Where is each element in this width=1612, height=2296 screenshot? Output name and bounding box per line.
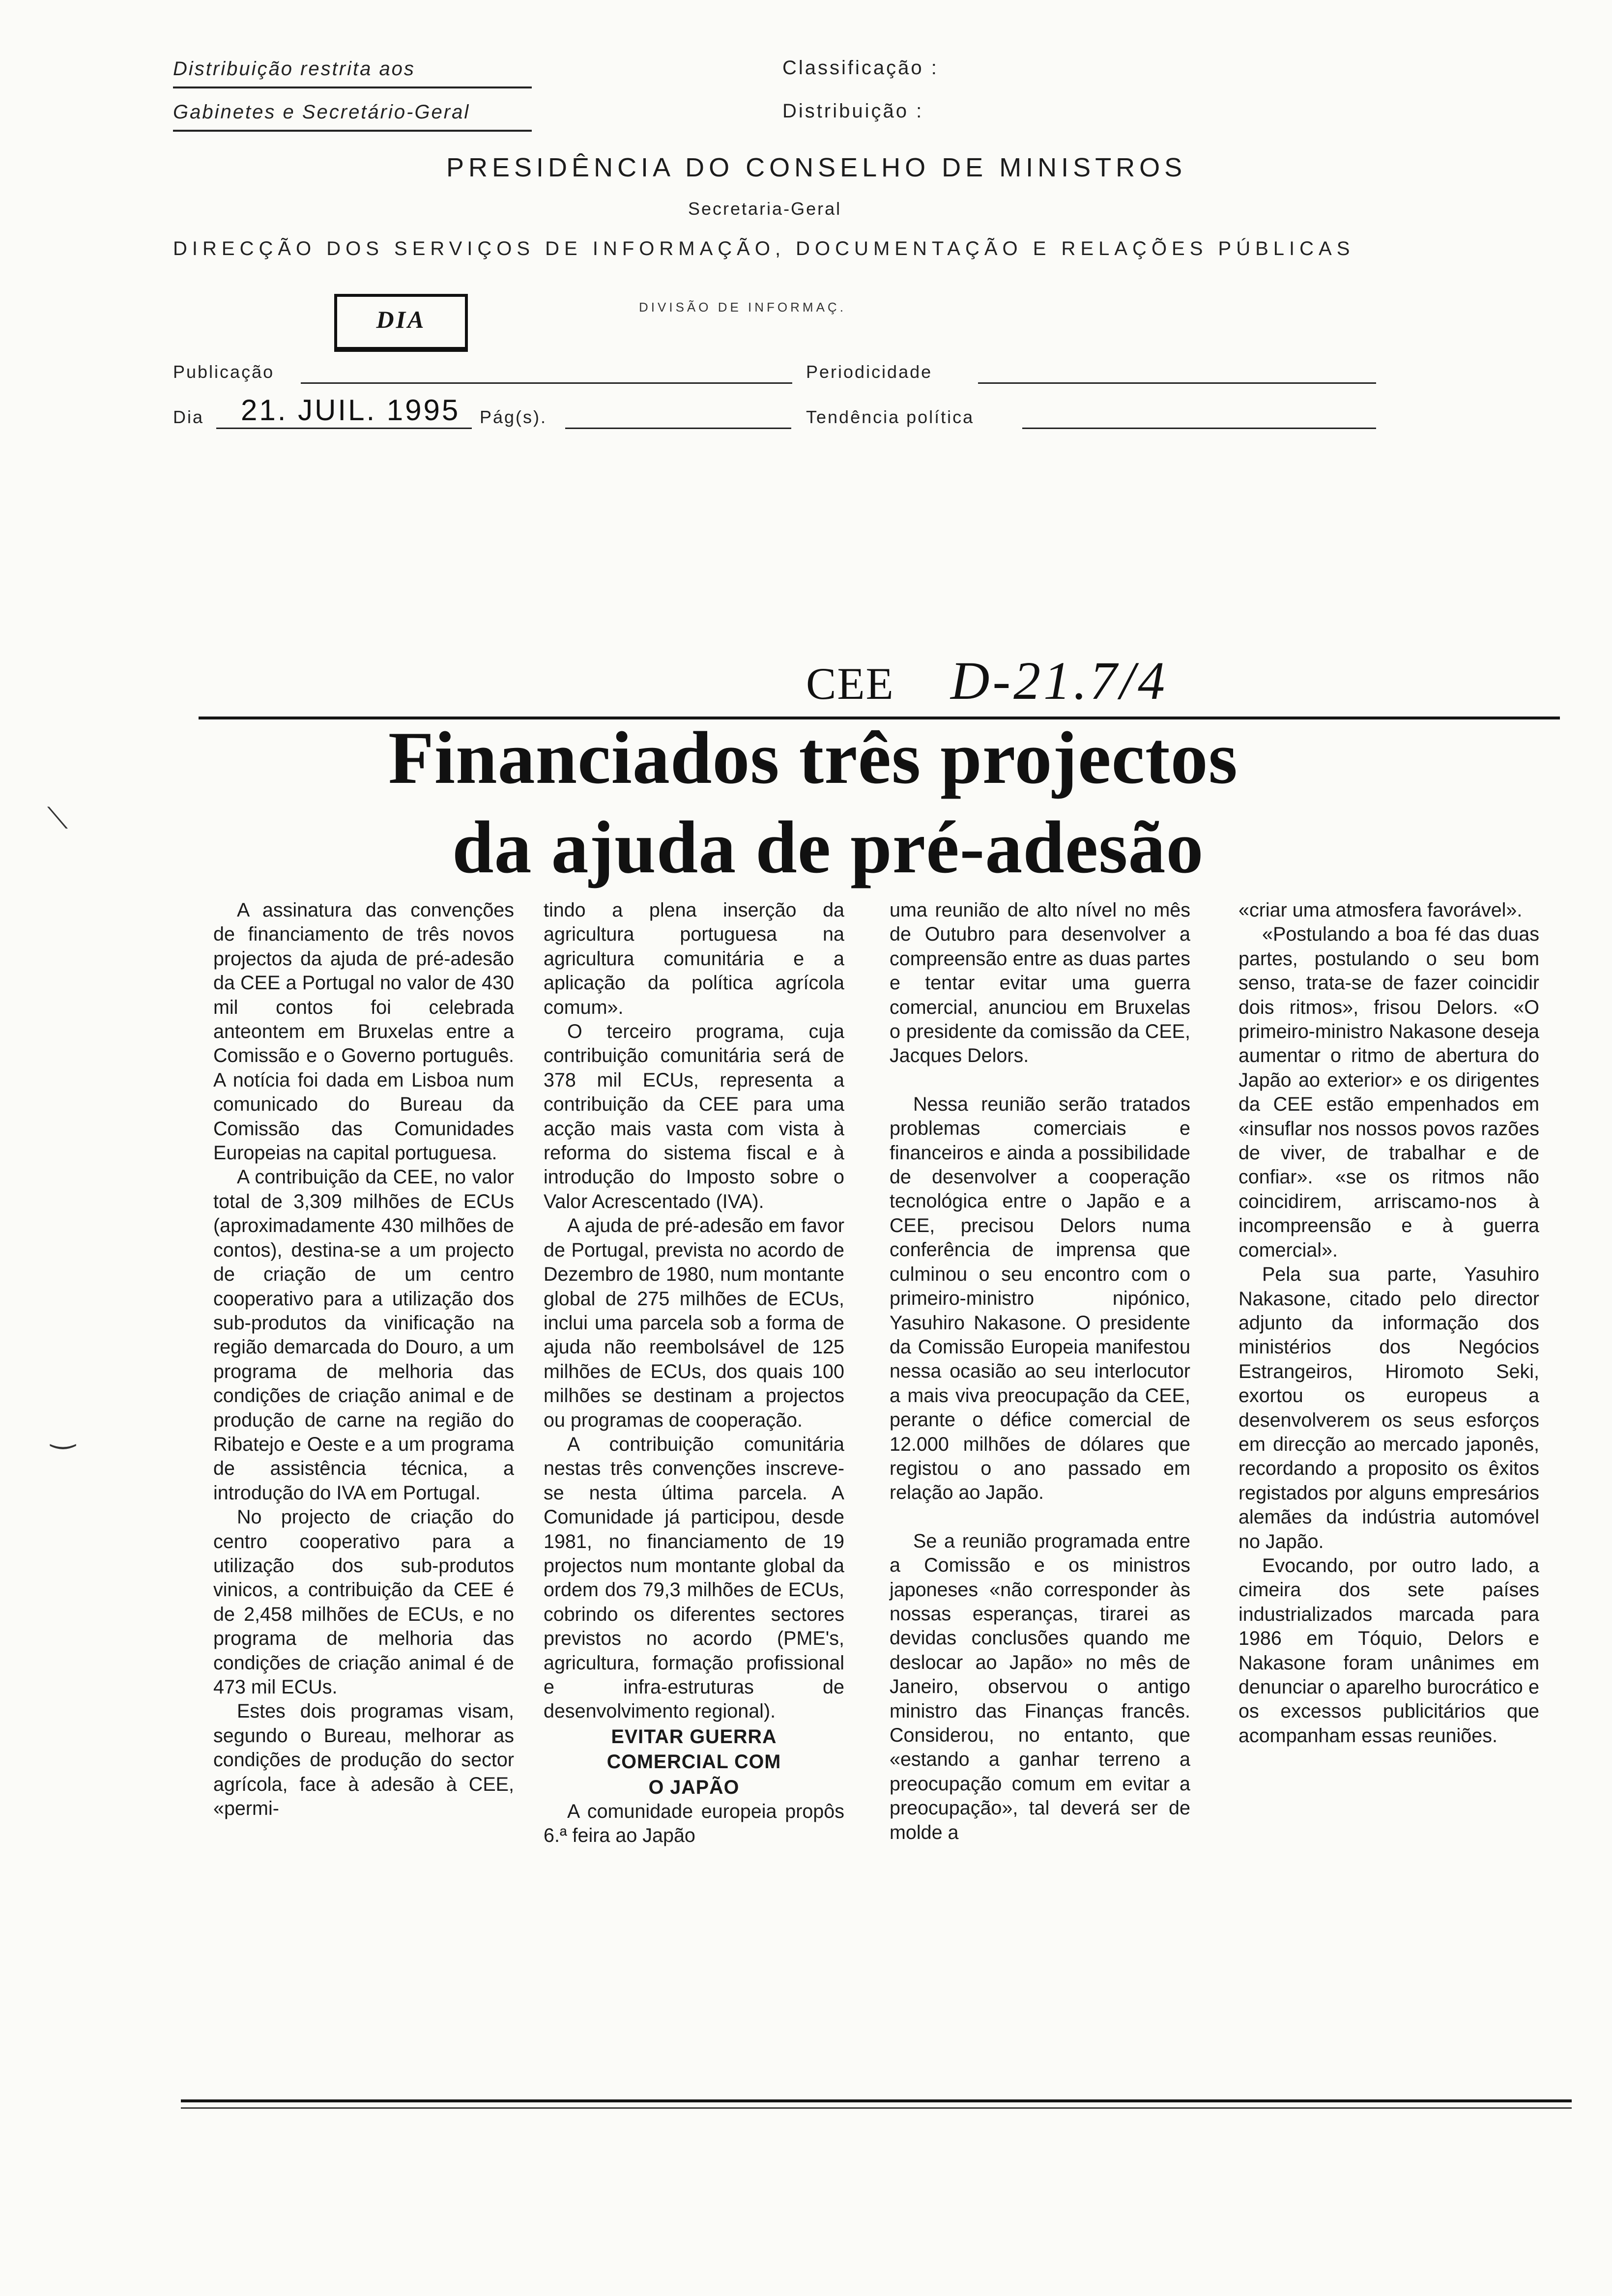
margin-mark-icon: ⟍ [47, 801, 68, 835]
headline-line2: da ajuda de pré-adesão [452, 806, 1204, 889]
article-column-4 [1238, 898, 1539, 1748]
section-label: CEE [806, 659, 894, 709]
article-bottom-rule-2 [181, 2107, 1572, 2109]
article-bottom-rule [181, 2099, 1572, 2102]
distribution-note-underline-2 [173, 130, 532, 132]
day-field-line [216, 428, 472, 429]
distribution-note-line2: Gabinetes e Secretário-Geral [173, 101, 470, 123]
article-column-2 [544, 898, 844, 1848]
pages-field-line [565, 428, 791, 429]
margin-mark-icon: ‿ [51, 1415, 75, 1450]
pages-label: Pág(s). [480, 407, 547, 427]
distribution-label: Distribuição : [782, 100, 924, 122]
paragraph: Nessa reunião serão tratados problemas comerciais e financeiros e ainda a possibilidade de desenvolver a cooperação tecnológica entre o Japão e a CEE, precisou Delors numa conferência de imprensa que culminou o seu encontro com o primeiro-ministro nipónico, Yasuhiro Nakasone. O presidente da Comissão Europeia manifestou nessa ocasião ao seu interlocutor a mais viva preocupação da CEE, perante o défice comercial de 12.000 milhões de dólares que registou o ano passado em relação ao Japão. [890, 1093, 1190, 1504]
classification-label: Classificação : [782, 57, 939, 79]
headline-line1: Financiados três projectos [388, 717, 1238, 799]
paragraph: A contribuição comunitária nestas três convenções inscreve-se nesta última parcela. A Comunidade já participou, desde 1981, no financiamento de 19 projectos num montante global da ordem dos 79,3 milhões de ECUs, cobrindo os diferentes sectores previstos no acordo (PME's, agricultura, formação profissional e infra-estruturas de desenvolvimento regional). [544, 1433, 844, 1722]
distribution-note-line1: Distribuição restrita aos [173, 58, 415, 80]
paragraph: Pela sua parte, Yasuhiro Nakasone, citado pelo director adjunto da informação dos ministérios dos Negócios Estrangeiros, Hiromoto Seki, exortou os europeus a desenvolverem os seus esforços em direcção ao mercado japonês, recordando a proposito os êxitos registados por alguns empresários alemães da indústria automóvel no Japão. [1238, 1263, 1539, 1552]
day-label: Dia [173, 407, 204, 427]
dia-stamp: DIA [334, 294, 468, 352]
publication-field-line [301, 382, 792, 384]
article-column-3 [890, 898, 1190, 1845]
subheading-line: EVITAR GUERRA [611, 1725, 777, 1748]
paragraph: uma reunião de alto nível no mês de Outubro para desenvolver a compreensão entre as duas partes e tentar evitar uma guerra comercial, anunciou em Bruxelas o presidente da comissão da CEE, Jacques Delors. [890, 899, 1190, 1067]
article-column-1 [213, 898, 514, 1821]
secretariat-label: Secretaria-Geral [688, 199, 842, 219]
tendency-field-line [1022, 428, 1376, 429]
paragraph: A comunidade europeia propôs 6.ª feira ao Japão [544, 1801, 844, 1847]
paragraph: A assinatura das convenções de financiamento de três novos projectos da ajuda de pré-adesão da CEE a Portugal no valor de 430 mil contos foi celebrada anteontem em Bruxelas entre a Comissão e o Governo português. A notícia foi dada em Lisboa num comunicado do Bureau da Comissão das Comunidades Europeias na capital portuguesa. [213, 899, 514, 1164]
subheading-line: O JAPÃO [648, 1776, 740, 1798]
institution-title: PRESIDÊNCIA DO CONSELHO DE MINISTROS [446, 153, 1187, 182]
paragraph: O terceiro programa, cuja contribuição comunitária será de 378 mil ECUs, representa a contribuição da CEE para uma acção mais vasta com vista à reforma do sistema fiscal e à introdução do Imposto sobre o Valor Acrescentado (IVA). [544, 1021, 844, 1212]
periodicity-field-line [978, 382, 1376, 384]
publication-label: Publicação [173, 362, 275, 382]
periodicity-label: Periodicidade [806, 362, 933, 382]
directorate-label: DIRECÇÃO DOS SERVIÇOS DE INFORMAÇÃO, DOCUMENTAÇÃO E RELAÇÕES PÚBLICAS [173, 238, 1355, 259]
paragraph: tindo a plena inserção da agricultura portuguesa na agricultura comunitária e a aplicação da política agrícola comum». [544, 899, 844, 1018]
paragraph: «Postulando a boa fé das duas partes, postulando o seu bom senso, trata-se de fazer coincidir dois ritmos», frisou Delors. «O primeiro-ministro Nakasone deseja aumentar o ritmo de abertura do Japão ao exterior» e os dirigentes da CEE estão empenhados em «insuflar nos nossos povos razões de viver, de trabalhar e de confiar». «se os ritmos não coincidirem, arriscamo-nos à incompreensão e à guerra comercial». [1238, 923, 1539, 1261]
paragraph: «criar uma atmosfera favorável». [1238, 899, 1523, 921]
paragraph: Se a reunião programada entre a Comissão e os ministros japoneses «não corresponder às nossas esperanças, tirarei as devidas conclusões quando me deslocar ao Japão» no mês de Janeiro, observou o antigo ministro das Finanças francês. Considerou, no entanto, que «estando a ganhar terreno a preocupação comum em evitar a preocupação», tal deverá ser de molde a [890, 1530, 1190, 1843]
day-value: 21. JUIL. 1995 [241, 394, 461, 427]
division-label: DIVISÃO DE INFORMAÇ. [639, 300, 846, 315]
paragraph: A ajuda de pré-adesão em favor de Portugal, prevista no acordo de Dezembro de 1980, num montante global de 275 milhões de ECUs, inclui uma parcela sob a forma de ajuda não reembolsável de 125 milhões de ECUs, dos quais 100 milhões se destinam a projectos ou programas de cooperação. [544, 1215, 844, 1431]
paragraph: Estes dois programas visam, segundo o Bureau, melhorar as condições de produção do sector agrícola, face à adesão à CEE, «permi- [213, 1700, 514, 1820]
tendency-label: Tendência política [806, 407, 975, 427]
handwritten-note: D-21.7/4 [950, 651, 1168, 711]
subheading-line: COMERCIAL COM [606, 1751, 781, 1773]
paragraph: Evocando, por outro lado, a cimeira dos sete países industrializados marcada para 1986 em Tóquio, Delors e Nakasone foram unânimes em denunciar o aparelho burocrático e os excessos publicitários que acompanham essas reuniões. [1238, 1554, 1539, 1747]
paragraph: A contribuição da CEE, no valor total de 3,309 milhões de ECUs (aproximadamente 430 milhões de contos), destina-se a um projecto de criação de um centro cooperativo para a utilização dos sub-produtos da vinificação na região demarcada do Douro, a um programa de melhoria das condições de criação animal e de produção de carne na região do Ribatejo e Oeste e a um programa de assistência técnica, a introdução do IVA em Portugal. [213, 1166, 514, 1504]
distribution-note-underline [173, 86, 532, 88]
paragraph: No projecto de criação do centro cooperativo para a utilização dos sub-produtos vinicos, a contribuição da CEE é de 2,458 milhões de ECUs, e no programa de melhoria das condições de criação animal é de 473 mil ECUs. [213, 1506, 514, 1698]
